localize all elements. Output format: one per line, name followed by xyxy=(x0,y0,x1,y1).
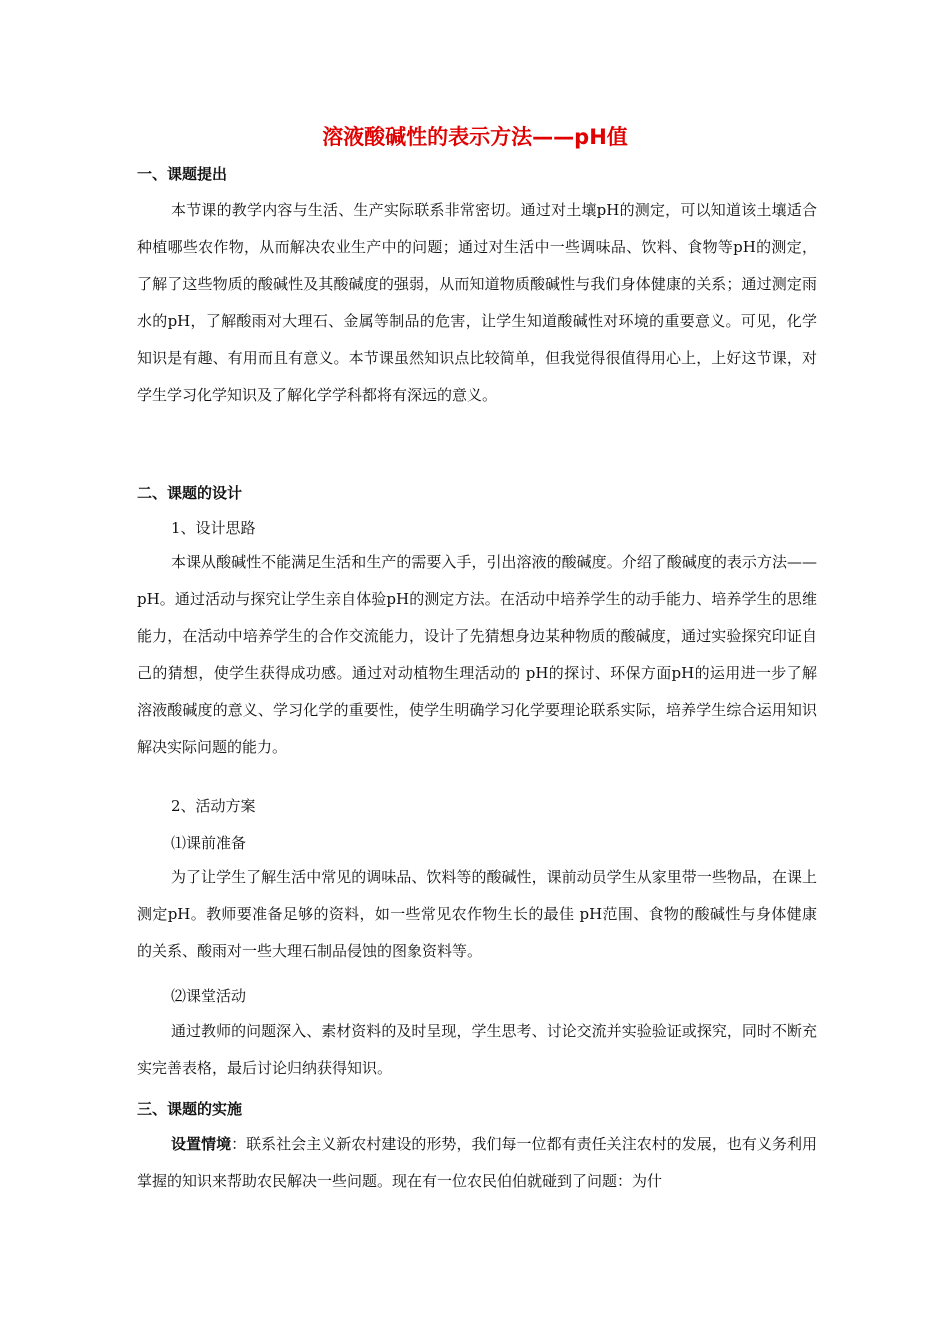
document-title: 溶液酸碱性的表示方法——pH值 xyxy=(322,125,628,149)
section-heading-1: 一、课题提出 xyxy=(137,165,228,183)
section-3-paragraph xyxy=(137,1126,817,1200)
section-1-paragraph: 本节课的教学内容与生活、生产实际联系非常密切。通过对土壤pH的测定，可以知道该土壤适合种植哪些农作物，从而解决农业生产中的问题；通过对生活中一些调味品、饮料、食物等pH的测定，了解了这些物质的酸碱性及其酸碱度的强弱，从而知道物质酸碱性与我们身体健康的关系；通过测定雨水的pH，了解酸雨对大理石、金属等制品的危害，让学生知道酸碱性对环境的重要意义。可见，化学知识是有趣、有用而且有意义。本节课虽然知识点比较简单，但我觉得很值得用心上，上好这节课，对学生学习化学知识及了解化学学科都将有深远的意义。 xyxy=(137,201,817,404)
section-2-paragraph-1: 本课从酸碱性不能满足生活和生产的需要入手，引出溶液的酸碱度。介绍了酸碱度的表示方法——pH。通过活动与探究让学生亲自体验pH的测定方法。在活动中培养学生的动手能力、培养学生的思维能力，在活动中培养学生的合作交流能力，设计了先猜想身边某种物质的酸碱度，通过实验探究印证自己的猜想，使学生获得成功感。通过对动植物生理活动的 pH的探讨、环保方面pH的运用进一步了解溶液酸碱度的意义、学习化学的重要性，使学生明确学习化学要理论联系实际，培养学生综合运用知识解决实际问题的能力。 xyxy=(137,553,817,756)
section-heading-2: 二、课题的设计 xyxy=(137,484,243,502)
subsection-pre-class: ⑴课前准备 xyxy=(171,834,247,852)
scenario-lead: 设置情境 xyxy=(171,1135,232,1153)
scenario-text: ：联系社会主义新农村建设的形势，我们每一位都有责任关注农村的发展，也有义务利用掌握的知识来帮助农民解决一些问题。现在有一位农民伯伯就碰到了问题：为什 xyxy=(137,1135,817,1190)
section-2-paragraph-3: 通过教师的问题深入、素材资料的及时呈现，学生思考、讨论交流并实验验证或探究，同时不断充实完善表格，最后讨论归纳获得知识。 xyxy=(137,1022,817,1077)
subsection-classroom-activity: ⑵课堂活动 xyxy=(171,987,247,1005)
section-heading-3: 三、课题的实施 xyxy=(137,1100,243,1118)
section-2-paragraph-2: 为了让学生了解生活中常见的调味品、饮料等的酸碱性，课前动员学生从家里带一些物品，在课上测定pH。教师要准备足够的资料，如一些常见农作物生长的最佳 pH范围、食物的酸碱性与身体健康的关系、酸雨对一些大理石制品侵蚀的图象资料等。 xyxy=(137,868,817,960)
subsection-design-idea: 1、设计思路 xyxy=(171,519,256,537)
subsection-activity-plan: 2、活动方案 xyxy=(171,797,256,815)
